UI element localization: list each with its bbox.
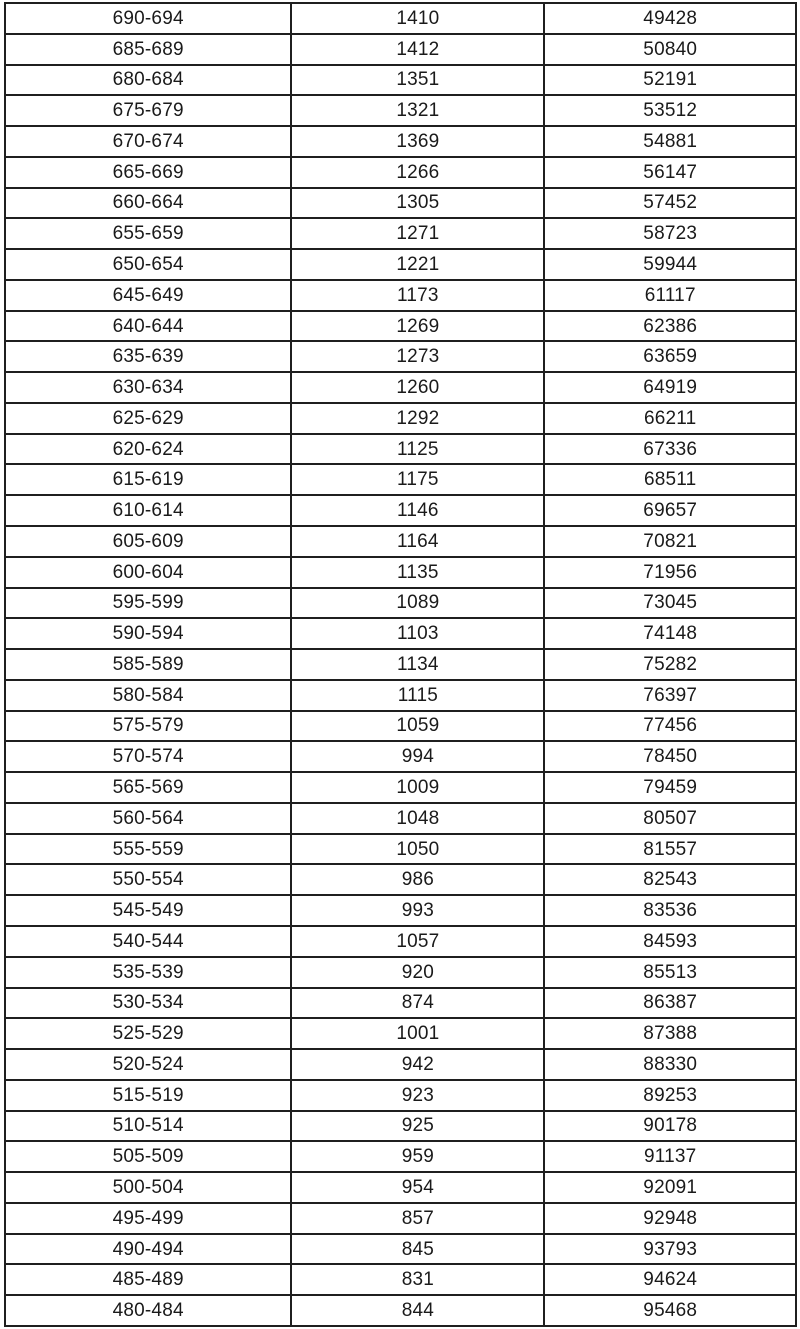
- table-row: [5, 711, 796, 742]
- table-row: [5, 34, 796, 65]
- score-range-cell: 585-589: [5, 649, 291, 680]
- cumulative-count-cell: 56147: [544, 157, 796, 188]
- cumulative-count-cell: 74148: [544, 618, 796, 649]
- score-range-cell: 500-504: [5, 1172, 291, 1203]
- count-cell: 1269: [291, 311, 544, 342]
- count-cell: 923: [291, 1080, 544, 1111]
- cumulative-count-cell: 68511: [544, 464, 796, 495]
- cumulative-count-cell: 54881: [544, 126, 796, 157]
- count-cell: 925: [291, 1111, 544, 1142]
- cumulative-count-cell: 75282: [544, 649, 796, 680]
- score-range-cell: 685-689: [5, 34, 291, 65]
- count-cell: 1271: [291, 218, 544, 249]
- count-cell: 1260: [291, 372, 544, 403]
- table-row: [5, 1111, 796, 1142]
- score-range-cell: 655-659: [5, 218, 291, 249]
- table-row: [5, 126, 796, 157]
- cumulative-count-cell: 63659: [544, 341, 796, 372]
- score-range-cell: 485-489: [5, 1264, 291, 1295]
- count-cell: 1115: [291, 680, 544, 711]
- score-range-cell: 560-564: [5, 803, 291, 834]
- table-row: [5, 1203, 796, 1234]
- cumulative-count-cell: 78450: [544, 741, 796, 772]
- score-range-cell: 605-609: [5, 526, 291, 557]
- cumulative-count-cell: 67336: [544, 434, 796, 465]
- score-range-cell: 675-679: [5, 95, 291, 126]
- table-row: [5, 1018, 796, 1049]
- score-range-cell: 625-629: [5, 403, 291, 434]
- count-cell: 831: [291, 1264, 544, 1295]
- score-range-cell: 515-519: [5, 1080, 291, 1111]
- table-row: [5, 1049, 796, 1080]
- cumulative-count-cell: 91137: [544, 1141, 796, 1172]
- count-cell: 1321: [291, 95, 544, 126]
- table-row: [5, 864, 796, 895]
- score-range-cell: 480-484: [5, 1295, 291, 1326]
- table-row: [5, 772, 796, 803]
- count-cell: 920: [291, 957, 544, 988]
- cumulative-count-cell: 58723: [544, 218, 796, 249]
- table-row: [5, 157, 796, 188]
- table-row: [5, 280, 796, 311]
- score-range-cell: 610-614: [5, 495, 291, 526]
- score-range-cell: 600-604: [5, 557, 291, 588]
- table-row: [5, 3, 796, 34]
- cumulative-count-cell: 80507: [544, 803, 796, 834]
- cumulative-count-cell: 92091: [544, 1172, 796, 1203]
- table-row: [5, 65, 796, 96]
- table-row: [5, 988, 796, 1019]
- table-row: [5, 95, 796, 126]
- score-range-cell: 665-669: [5, 157, 291, 188]
- score-range-cell: 510-514: [5, 1111, 291, 1142]
- cumulative-count-cell: 82543: [544, 864, 796, 895]
- cumulative-count-cell: 57452: [544, 188, 796, 219]
- count-cell: 857: [291, 1203, 544, 1234]
- cumulative-count-cell: 94624: [544, 1264, 796, 1295]
- score-range-cell: 690-694: [5, 3, 291, 34]
- table-row: [5, 834, 796, 865]
- cumulative-count-cell: 49428: [544, 3, 796, 34]
- count-cell: 1369: [291, 126, 544, 157]
- count-cell: 1135: [291, 557, 544, 588]
- count-cell: 1173: [291, 280, 544, 311]
- count-cell: 1057: [291, 926, 544, 957]
- score-range-cell: 590-594: [5, 618, 291, 649]
- count-cell: 1412: [291, 34, 544, 65]
- score-range-cell: 650-654: [5, 249, 291, 280]
- score-range-cell: 540-544: [5, 926, 291, 957]
- score-range-cell: 615-619: [5, 464, 291, 495]
- count-cell: 1175: [291, 464, 544, 495]
- cumulative-count-cell: 76397: [544, 680, 796, 711]
- score-range-cell: 565-569: [5, 772, 291, 803]
- score-range-cell: 670-674: [5, 126, 291, 157]
- table-row: [5, 680, 796, 711]
- score-range-cell: 545-549: [5, 895, 291, 926]
- table-row: [5, 957, 796, 988]
- count-cell: 1305: [291, 188, 544, 219]
- cumulative-count-cell: 95468: [544, 1295, 796, 1326]
- cumulative-count-cell: 71956: [544, 557, 796, 588]
- score-range-cell: 635-639: [5, 341, 291, 372]
- table-row: [5, 495, 796, 526]
- table-row: [5, 895, 796, 926]
- count-cell: 1125: [291, 434, 544, 465]
- count-cell: 1089: [291, 588, 544, 619]
- cumulative-count-cell: 79459: [544, 772, 796, 803]
- count-cell: 942: [291, 1049, 544, 1080]
- score-range-cell: 620-624: [5, 434, 291, 465]
- cumulative-count-cell: 89253: [544, 1080, 796, 1111]
- count-cell: 959: [291, 1141, 544, 1172]
- table-row: [5, 403, 796, 434]
- count-cell: 1001: [291, 1018, 544, 1049]
- count-cell: 1266: [291, 157, 544, 188]
- cumulative-count-cell: 81557: [544, 834, 796, 865]
- table-row: [5, 372, 796, 403]
- count-cell: 986: [291, 864, 544, 895]
- table-row: [5, 1080, 796, 1111]
- table-row: [5, 618, 796, 649]
- count-cell: 1059: [291, 711, 544, 742]
- count-cell: 1164: [291, 526, 544, 557]
- score-range-cell: 555-559: [5, 834, 291, 865]
- cumulative-count-cell: 85513: [544, 957, 796, 988]
- cumulative-count-cell: 87388: [544, 1018, 796, 1049]
- count-cell: 1009: [291, 772, 544, 803]
- cumulative-count-cell: 77456: [544, 711, 796, 742]
- cumulative-count-cell: 86387: [544, 988, 796, 1019]
- score-range-cell: 530-534: [5, 988, 291, 1019]
- table-row: [5, 588, 796, 619]
- score-range-cell: 535-539: [5, 957, 291, 988]
- cumulative-count-cell: 84593: [544, 926, 796, 957]
- table-row: [5, 1172, 796, 1203]
- count-cell: 993: [291, 895, 544, 926]
- cumulative-count-cell: 53512: [544, 95, 796, 126]
- table-body: [5, 3, 796, 1326]
- table-row: [5, 1295, 796, 1326]
- table-row: [5, 434, 796, 465]
- score-range-cell: 550-554: [5, 864, 291, 895]
- score-range-cell: 505-509: [5, 1141, 291, 1172]
- table-row: [5, 311, 796, 342]
- score-range-cell: 520-524: [5, 1049, 291, 1080]
- score-range-cell: 490-494: [5, 1234, 291, 1265]
- cumulative-count-cell: 61117: [544, 280, 796, 311]
- count-cell: 1050: [291, 834, 544, 865]
- score-range-cell: 580-584: [5, 680, 291, 711]
- cumulative-count-cell: 64919: [544, 372, 796, 403]
- table-row: [5, 464, 796, 495]
- count-cell: 1134: [291, 649, 544, 680]
- count-cell: 1048: [291, 803, 544, 834]
- cumulative-count-cell: 50840: [544, 34, 796, 65]
- table-row: [5, 341, 796, 372]
- cumulative-count-cell: 66211: [544, 403, 796, 434]
- count-cell: 1103: [291, 618, 544, 649]
- cumulative-count-cell: 73045: [544, 588, 796, 619]
- score-distribution-table: [4, 2, 797, 1327]
- count-cell: 1292: [291, 403, 544, 434]
- table-row: [5, 1234, 796, 1265]
- score-range-cell: 645-649: [5, 280, 291, 311]
- table-row: [5, 649, 796, 680]
- table-row: [5, 526, 796, 557]
- count-cell: 845: [291, 1234, 544, 1265]
- table-row: [5, 1141, 796, 1172]
- score-range-cell: 495-499: [5, 1203, 291, 1234]
- cumulative-count-cell: 69657: [544, 495, 796, 526]
- count-cell: 1410: [291, 3, 544, 34]
- table-row: [5, 741, 796, 772]
- cumulative-count-cell: 92948: [544, 1203, 796, 1234]
- table-row: [5, 218, 796, 249]
- table-row: [5, 188, 796, 219]
- cumulative-count-cell: 52191: [544, 65, 796, 96]
- cumulative-count-cell: 88330: [544, 1049, 796, 1080]
- table-row: [5, 926, 796, 957]
- count-cell: 954: [291, 1172, 544, 1203]
- table-row: [5, 1264, 796, 1295]
- score-range-cell: 525-529: [5, 1018, 291, 1049]
- cumulative-count-cell: 62386: [544, 311, 796, 342]
- table-row: [5, 557, 796, 588]
- table-row: [5, 803, 796, 834]
- count-cell: 844: [291, 1295, 544, 1326]
- cumulative-count-cell: 70821: [544, 526, 796, 557]
- cumulative-count-cell: 59944: [544, 249, 796, 280]
- count-cell: 1273: [291, 341, 544, 372]
- score-range-cell: 630-634: [5, 372, 291, 403]
- score-range-cell: 640-644: [5, 311, 291, 342]
- cumulative-count-cell: 90178: [544, 1111, 796, 1142]
- count-cell: 1351: [291, 65, 544, 96]
- score-range-cell: 570-574: [5, 741, 291, 772]
- count-cell: 1146: [291, 495, 544, 526]
- score-range-cell: 575-579: [5, 711, 291, 742]
- count-cell: 994: [291, 741, 544, 772]
- score-range-cell: 660-664: [5, 188, 291, 219]
- cumulative-count-cell: 93793: [544, 1234, 796, 1265]
- score-range-cell: 680-684: [5, 65, 291, 96]
- table-row: [5, 249, 796, 280]
- count-cell: 1221: [291, 249, 544, 280]
- cumulative-count-cell: 83536: [544, 895, 796, 926]
- score-range-cell: 595-599: [5, 588, 291, 619]
- count-cell: 874: [291, 988, 544, 1019]
